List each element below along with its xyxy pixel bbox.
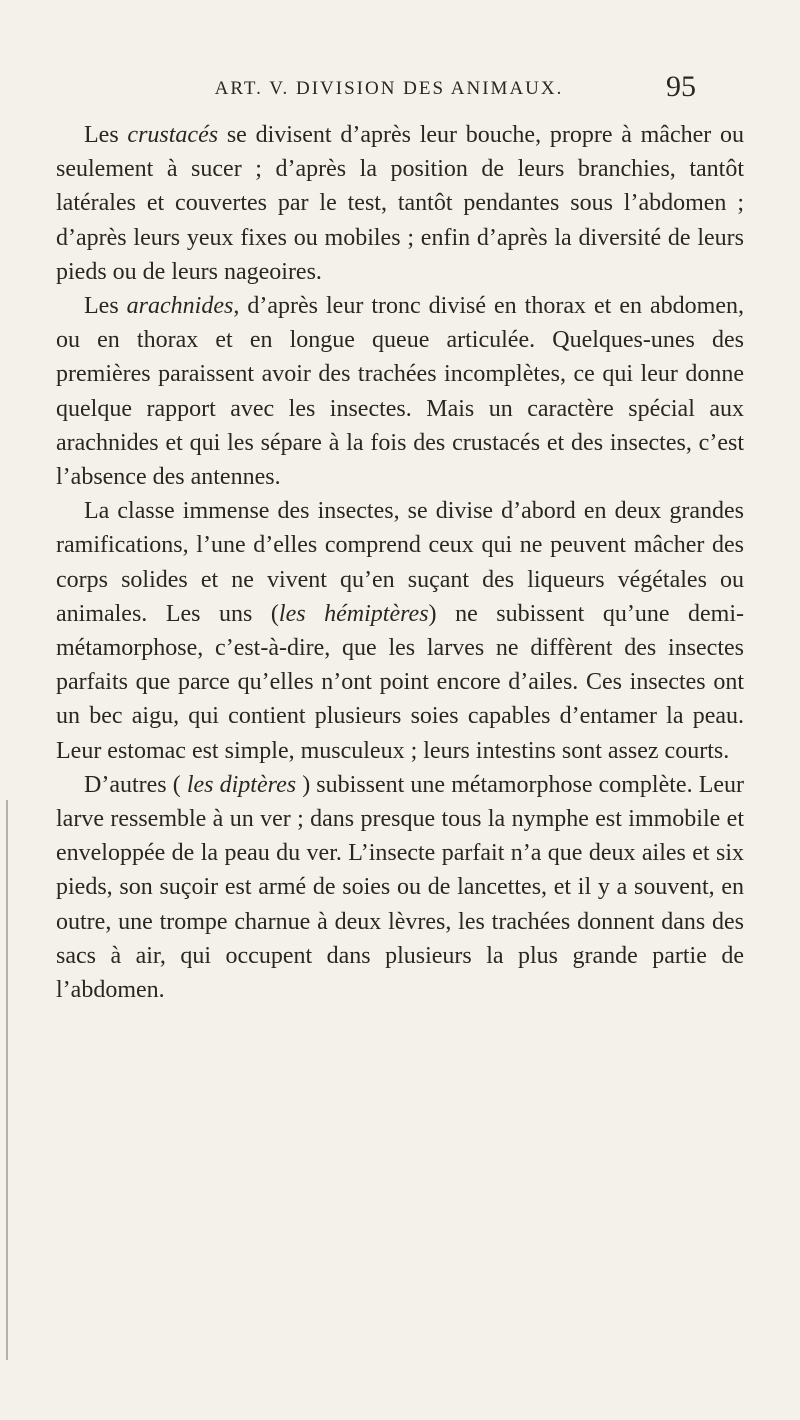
body-text (56, 118, 744, 1007)
term-hemipteres: les hémiptères (278, 600, 429, 627)
paragraph-lead: Les (84, 293, 127, 320)
page-number: 95 (666, 70, 696, 103)
running-title: ART. V. DIVISION DES ANIMAUX. (214, 78, 564, 99)
paragraph-rest: ) subissent une métamorphose complète. Leur larve ressemble à un ver ; dans presque tous la nymphe est immobile et enveloppée de la peau du ver. L’insecte parfait n’a que deux ailes et six pieds, son suçoir est armé de soies ou de lancettes, et il y a souvent, en outre, une trompe charnue à deux lèvres, les trachées donnent dans des sacs à air, qui occupent dans plusieurs la plus grande partie de l’abdomen. (56, 771, 744, 1004)
paragraph-rest: se divisent d’après leur bouche, propre à mâcher ou seulement à sucer ; d’après la position de leurs branchies, tantôt latérales et couvertes par le test, tantôt pendantes sous l’abdomen ; d’après leurs yeux fixes ou mobiles ; enfin d’après la diversité de leurs pieds ou de leurs nageoires. (56, 122, 745, 285)
paragraph-insects (56, 494, 744, 768)
paragraph-lead: Les (84, 122, 128, 148)
paragraph-lead: La classe immense des insectes, se divise d’abord en deux grandes ramifications, l’une d’elles comprend ceux qui ne peuvent mâcher des corps solides et ne vivent qu’en suçant des liqueurs végétales ou animales. Les uns ( (56, 498, 744, 627)
running-head (88, 70, 696, 104)
paragraph-diptera (56, 768, 744, 1007)
paragraph-lead: D’autres ( (84, 771, 187, 798)
term-arachnides: arachnides (126, 293, 234, 320)
term-dipteres: les diptères (186, 771, 297, 798)
paragraph-crustaceans (56, 118, 744, 289)
paragraph-rest: ) ne subissent qu’une demi-métamorphose, c’est-à-dire, que les larves ne diffèrent des insectes parfaits que parce qu’elles n’ont point encore d’ailes. Ces insectes ont un bec aigu, qui contient plusieurs soies capables d’entamer la peau. Leur estomac est simple, musculeux ; leurs intestins sont assez courts. (56, 600, 744, 764)
paragraph-arachnids (56, 289, 744, 494)
term-crustaces: crustacés (127, 122, 219, 148)
paragraph-rest: , d’après leur tronc divisé en thorax et en abdomen, ou en thorax et en longue queue articulée. Quelques-unes des premières paraissent avoir des trachées incomplètes, ce qui leur donne quelque rapport avec les insectes. Mais un caractère spécial aux arachnides et qui les sépare à la fois des crustacés et des insectes, c’est l’absence des antennes. (56, 293, 744, 491)
margin-shadow (6, 800, 8, 1360)
